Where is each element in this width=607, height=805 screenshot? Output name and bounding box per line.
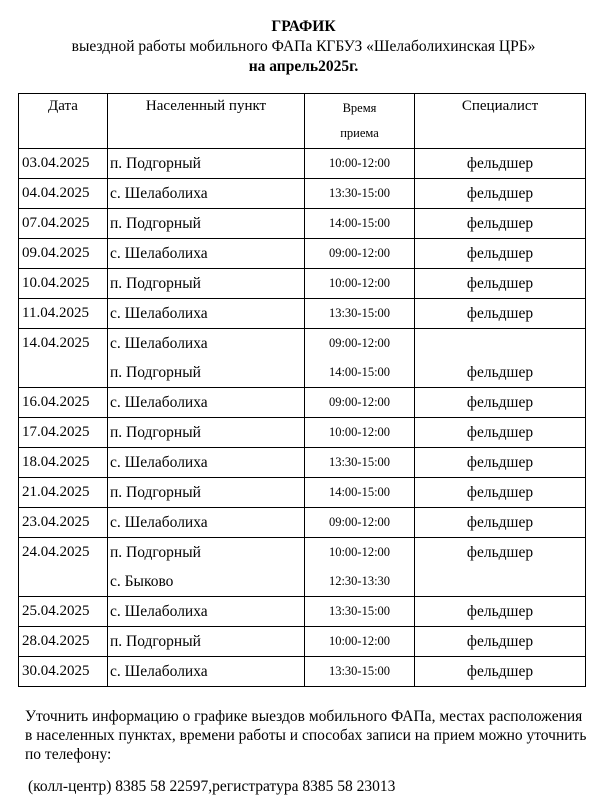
cell-place [108, 149, 305, 179]
date-text: 25.04.2025 [22, 603, 90, 619]
table-header-row [19, 94, 586, 149]
cell-time [305, 209, 415, 239]
place-text: с. Шелаболиха [110, 454, 208, 471]
document-period: на апрель2025г. [248, 58, 359, 75]
time-text: 09:00-12:00 [328, 395, 391, 409]
cell-time [305, 418, 415, 448]
table-row [19, 418, 586, 448]
cell-time [305, 329, 415, 388]
place-text: с. Быково [110, 573, 174, 590]
place-text: с. Шелаболиха [110, 394, 208, 411]
place-text: п. Подгорный [110, 544, 201, 561]
table-row [19, 179, 586, 209]
date-text: 30.04.2025 [22, 663, 90, 679]
cell-place [108, 627, 305, 657]
specialist-text: фельдшер [466, 544, 534, 561]
date-text: 21.04.2025 [22, 484, 90, 500]
table-row [19, 448, 586, 478]
cell-date [19, 149, 108, 179]
cell-date [19, 538, 108, 597]
cell-date [19, 179, 108, 209]
cell-time [305, 508, 415, 538]
cell-specialist [415, 299, 586, 329]
cell-time [305, 627, 415, 657]
column-header-time-line2: приема [340, 126, 379, 140]
time-text: 09:00-12:00 [328, 515, 391, 529]
cell-specialist [415, 597, 586, 627]
footer-phone: (колл-центр) 8385 58 22597,регистратура 8385 58 23013 [28, 778, 396, 795]
cell-specialist [415, 657, 586, 687]
cell-place [108, 448, 305, 478]
table-row [19, 299, 586, 329]
time-text: 12:30-13:30 [328, 574, 391, 588]
cell-date [19, 418, 108, 448]
cell-specialist [415, 508, 586, 538]
specialist-text: фельдшер [466, 663, 534, 680]
cell-date [19, 329, 108, 388]
cell-time [305, 388, 415, 418]
cell-specialist [415, 179, 586, 209]
table-row [19, 508, 586, 538]
place-text: п. Подгорный [110, 633, 201, 650]
specialist-text: фельдшер [466, 633, 534, 650]
time-text: 10:00-12:00 [328, 276, 391, 290]
cell-place [108, 657, 305, 687]
specialist-text: фельдшер [466, 245, 534, 262]
place-text: п. Подгорный [110, 155, 201, 172]
specialist-text: фельдшер [466, 215, 534, 232]
cell-place [108, 269, 305, 299]
specialist-text: фельдшер [466, 155, 534, 172]
table-row [19, 538, 586, 597]
date-text: 04.04.2025 [22, 185, 90, 201]
document-subtitle: выездной работы мобильного ФАПа КГБУЗ «Шелаболихинская ЦРБ» [71, 38, 536, 55]
table-row [19, 388, 586, 418]
date-text: 03.04.2025 [22, 155, 90, 171]
cell-date [19, 209, 108, 239]
specialist-text: фельдшер [466, 364, 534, 381]
cell-specialist [415, 448, 586, 478]
column-header-time-line1: Время [342, 101, 377, 115]
cell-specialist [415, 418, 586, 448]
cell-specialist [415, 478, 586, 508]
table-row [19, 209, 586, 239]
cell-specialist [415, 239, 586, 269]
table-row [19, 597, 586, 627]
column-header-date: Дата [19, 94, 108, 149]
column-header-time [305, 94, 415, 149]
table-row [19, 329, 586, 388]
place-text: с. Шелаболиха [110, 514, 208, 531]
cell-time [305, 597, 415, 627]
column-header-specialist: Специалист [415, 94, 586, 149]
cell-date [19, 627, 108, 657]
date-text: 18.04.2025 [22, 454, 90, 470]
place-text: с. Шелаболиха [110, 305, 208, 322]
specialist-text: фельдшер [466, 484, 534, 501]
cell-date [19, 269, 108, 299]
cell-date [19, 448, 108, 478]
place-text: п. Подгорный [110, 424, 201, 441]
cell-time [305, 478, 415, 508]
date-text: 16.04.2025 [22, 394, 90, 410]
cell-specialist [415, 149, 586, 179]
date-text: 24.04.2025 [22, 544, 90, 560]
date-text: 11.04.2025 [22, 305, 89, 321]
time-text: 13:30-15:00 [328, 455, 391, 469]
specialist-text: фельдшер [466, 275, 534, 292]
cell-place [108, 478, 305, 508]
place-text: п. Подгорный [110, 215, 201, 232]
cell-specialist [415, 329, 586, 388]
table-row [19, 478, 586, 508]
date-text: 28.04.2025 [22, 633, 90, 649]
cell-place [108, 239, 305, 269]
time-text: 13:30-15:00 [328, 664, 391, 678]
table-row [19, 657, 586, 687]
cell-specialist [415, 538, 586, 597]
table-row [19, 149, 586, 179]
time-text: 14:00-15:00 [328, 485, 391, 499]
table-row [19, 239, 586, 269]
specialist-text [415, 567, 585, 596]
cell-place [108, 597, 305, 627]
specialist-text: фельдшер [466, 394, 534, 411]
cell-date [19, 299, 108, 329]
cell-specialist [415, 627, 586, 657]
specialist-text [415, 329, 585, 358]
footer-note-block [25, 707, 590, 764]
date-text: 23.04.2025 [22, 514, 90, 530]
time-text: 10:00-12:00 [328, 425, 391, 439]
time-text: 10:00-12:00 [328, 545, 391, 559]
cell-place [108, 299, 305, 329]
cell-time [305, 239, 415, 269]
cell-place [108, 538, 305, 597]
date-text: 07.04.2025 [22, 215, 90, 231]
cell-date [19, 388, 108, 418]
time-text: 14:00-15:00 [328, 365, 391, 379]
time-text: 09:00-12:00 [328, 246, 391, 260]
cell-place [108, 388, 305, 418]
date-text: 17.04.2025 [22, 424, 90, 440]
cell-date [19, 478, 108, 508]
place-text: п. Подгорный [110, 364, 201, 381]
cell-specialist [415, 209, 586, 239]
schedule-body [19, 149, 586, 687]
cell-date [19, 508, 108, 538]
cell-specialist [415, 388, 586, 418]
schedule-table [18, 93, 586, 687]
time-text: 13:30-15:00 [328, 604, 391, 618]
cell-place [108, 179, 305, 209]
specialist-text: фельдшер [466, 185, 534, 202]
cell-date [19, 657, 108, 687]
document-header [0, 17, 607, 77]
cell-specialist [415, 269, 586, 299]
date-text: 14.04.2025 [22, 335, 90, 351]
cell-time [305, 179, 415, 209]
document-title: ГРАФИК [271, 18, 336, 35]
date-text: 09.04.2025 [22, 245, 90, 261]
cell-time [305, 538, 415, 597]
date-text: 10.04.2025 [22, 275, 90, 291]
cell-time [305, 448, 415, 478]
cell-time [305, 269, 415, 299]
place-text: с. Шелаболиха [110, 245, 208, 262]
time-text: 09:00-12:00 [328, 336, 391, 350]
table-row [19, 269, 586, 299]
place-text: п. Подгорный [110, 484, 201, 501]
cell-time [305, 657, 415, 687]
specialist-text: фельдшер [466, 603, 534, 620]
cell-time [305, 299, 415, 329]
table-row [19, 627, 586, 657]
place-text: с. Шелаболиха [110, 603, 208, 620]
specialist-text: фельдшер [466, 305, 534, 322]
cell-time [305, 149, 415, 179]
time-text: 14:00-15:00 [328, 216, 391, 230]
cell-place [108, 418, 305, 448]
place-text: с. Шелаболиха [110, 335, 208, 352]
cell-date [19, 597, 108, 627]
cell-date [19, 239, 108, 269]
footer-note: Уточнить информацию о графике выездов мобильного ФАПа, местах расположения в населенных пунктах, времени работы и способах записи на прием можно уточнить по телефону: [25, 708, 587, 763]
time-text: 10:00-12:00 [328, 634, 391, 648]
time-text: 10:00-12:00 [328, 156, 391, 170]
time-text: 13:30-15:00 [328, 186, 391, 200]
specialist-text: фельдшер [466, 514, 534, 531]
time-text: 13:30-15:00 [328, 306, 391, 320]
column-header-place: Населенный пункт [108, 94, 305, 149]
place-text: п. Подгорный [110, 275, 201, 292]
cell-place [108, 508, 305, 538]
cell-place [108, 209, 305, 239]
place-text: с. Шелаболиха [110, 185, 208, 202]
cell-place [108, 329, 305, 388]
specialist-text: фельдшер [466, 454, 534, 471]
place-text: с. Шелаболиха [110, 663, 208, 680]
specialist-text: фельдшер [466, 424, 534, 441]
